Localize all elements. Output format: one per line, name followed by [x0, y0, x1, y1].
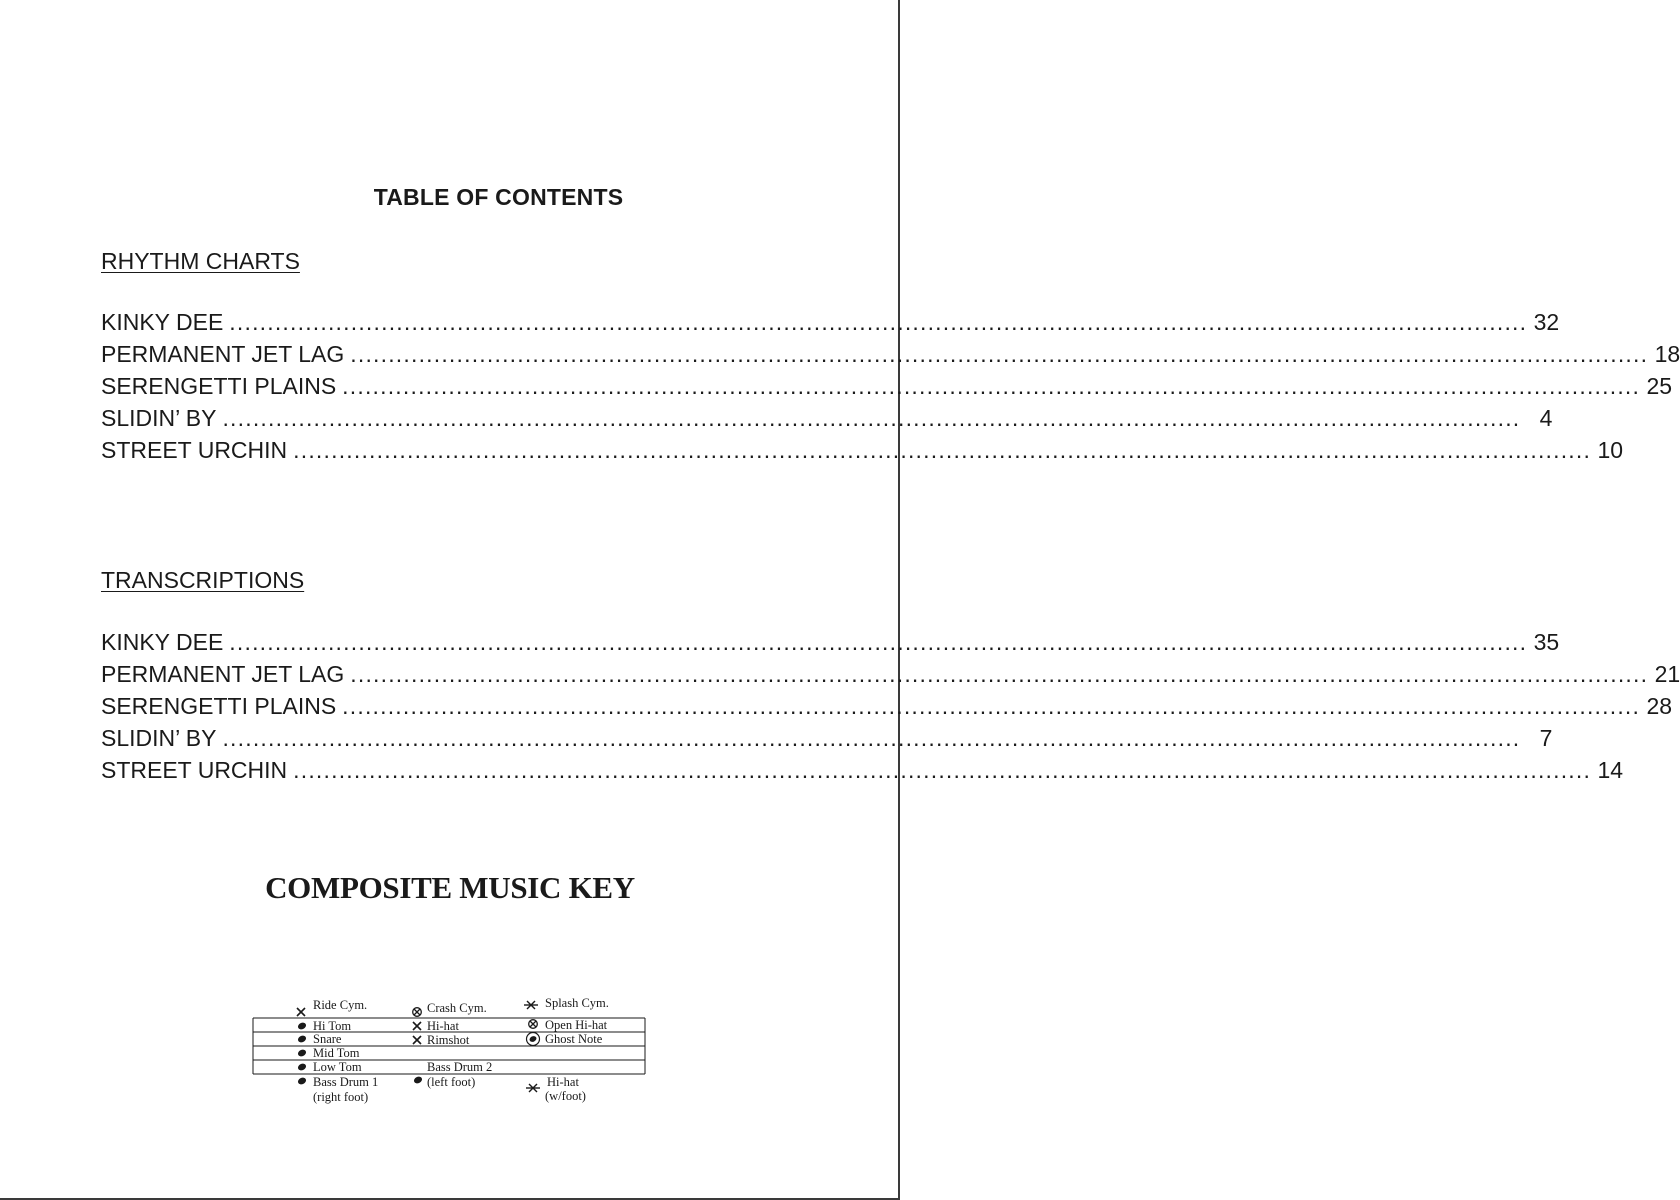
mid-tom-notehead-icon	[297, 1048, 307, 1057]
legend-mid-tom: Mid Tom	[313, 1046, 360, 1060]
dot-leader: ...........................................................................................................................................................................	[293, 437, 1592, 463]
toc-entry-title: SLIDIN’ BY	[101, 725, 217, 751]
legend-bass-drum-2: Bass Drum 2	[427, 1060, 493, 1074]
dot-leader: ...........................................................................................................................................................................	[229, 629, 1528, 655]
splash-cymbal-slashed-x-icon	[524, 1001, 538, 1009]
ghost-note-parenthesized-notehead-icon	[527, 1033, 540, 1046]
toc-entry	[101, 757, 1624, 789]
open-hi-hat-circled-x-icon	[529, 1020, 538, 1029]
toc-entry-title: STREET URCHIN	[101, 757, 288, 783]
hi-hat-x-icon	[413, 1022, 421, 1030]
hi-hat-foot-slashed-x-icon	[526, 1084, 540, 1092]
hi-tom-notehead-icon	[297, 1021, 307, 1030]
toc-entry-page: 4	[1539, 405, 1553, 431]
dot-leader: ...........................................................................................................................................................................	[350, 341, 1649, 367]
crash-cymbal-circled-x-icon	[413, 1008, 422, 1017]
legend-bass-drum-2-note: (left foot)	[427, 1075, 476, 1089]
toc-entry	[101, 405, 1553, 437]
legend-bass-drum-1-note: (right foot)	[313, 1090, 369, 1104]
legend-bass-drum-1: Bass Drum 1	[313, 1075, 379, 1089]
toc-entry-page: 32	[1533, 309, 1560, 335]
legend-hi-hat-foot-note: (w/foot)	[545, 1089, 586, 1103]
toc-entry-title: SLIDIN’ BY	[101, 405, 217, 431]
toc-entry-title: PERMANENT JET LAG	[101, 661, 345, 687]
toc-entry-page: 7	[1539, 725, 1553, 751]
toc-entry-title: KINKY DEE	[101, 309, 224, 335]
dot-leader: ...........................................................................................................................................................................	[229, 309, 1528, 335]
low-tom-notehead-icon	[297, 1062, 307, 1071]
legend-ride: Ride Cym.	[313, 998, 368, 1012]
legend-hi-hat: Hi-hat	[427, 1019, 459, 1033]
toc-entry	[101, 373, 1673, 405]
toc-entry-title: PERMANENT JET LAG	[101, 341, 345, 367]
toc-entry-page: 18	[1654, 341, 1680, 367]
legend-crash: Crash Cym.	[427, 1001, 487, 1015]
page-edge-right	[898, 0, 900, 1200]
toc-entry	[101, 437, 1624, 469]
legend-open-hi-hat: Open Hi-hat	[545, 1018, 608, 1032]
legend-hi-tom: Hi Tom	[313, 1019, 352, 1033]
dot-leader: ...........................................................................................................................................................................	[222, 725, 1521, 751]
dot-leader: ...........................................................................................................................................................................	[293, 757, 1592, 783]
legend-hi-hat-foot: Hi-hat	[547, 1075, 579, 1089]
toc-entry-page: 14	[1597, 757, 1624, 783]
toc-entry-title: SERENGETTI PLAINS	[101, 693, 337, 719]
bass-drum-1-notehead-icon	[297, 1076, 307, 1085]
toc-entry	[101, 629, 1560, 661]
legend-rimshot: Rimshot	[427, 1033, 470, 1047]
dot-leader: ...........................................................................................................................................................................	[342, 373, 1641, 399]
ride-cymbal-x-icon	[297, 1008, 305, 1016]
toc-entry	[101, 661, 1680, 693]
toc-entry-page: 10	[1597, 437, 1624, 463]
toc-entry-page: 21	[1654, 661, 1680, 687]
toc-list-transcriptions	[101, 629, 1680, 789]
snare-notehead-icon	[297, 1034, 307, 1043]
toc-entry-page: 35	[1533, 629, 1560, 655]
legend-low-tom: Low Tom	[313, 1060, 362, 1074]
section-heading-rhythm-charts: RHYTHM CHARTS	[101, 248, 300, 274]
rimshot-x-icon	[413, 1036, 421, 1044]
dot-leader: ...........................................................................................................................................................................	[222, 405, 1521, 431]
section-heading-transcriptions: TRANSCRIPTIONS	[101, 567, 305, 593]
toc-entry-title: KINKY DEE	[101, 629, 224, 655]
dot-leader: ...........................................................................................................................................................................	[342, 693, 1641, 719]
toc-entry	[101, 309, 1560, 341]
toc-entry	[101, 341, 1680, 373]
toc-title: TABLE OF CONTENTS	[373, 184, 624, 210]
bass-drum-2-notehead-icon	[413, 1075, 423, 1084]
legend-snare: Snare	[313, 1032, 342, 1046]
legend-ghost-note: Ghost Note	[545, 1032, 603, 1046]
music-key-title: COMPOSITE MUSIC KEY	[265, 870, 635, 905]
toc-entry-title: STREET URCHIN	[101, 437, 288, 463]
dot-leader: ...........................................................................................................................................................................	[350, 661, 1649, 687]
toc-entry-title: SERENGETTI PLAINS	[101, 373, 337, 399]
toc-entry-page: 25	[1646, 373, 1673, 399]
toc-list-rhythm-charts	[101, 309, 1680, 469]
toc-entry	[101, 725, 1553, 757]
toc-entry-page: 28	[1646, 693, 1673, 719]
legend-splash: Splash Cym.	[545, 996, 609, 1010]
drum-notation-legend	[250, 995, 650, 1110]
toc-entry	[101, 693, 1673, 725]
